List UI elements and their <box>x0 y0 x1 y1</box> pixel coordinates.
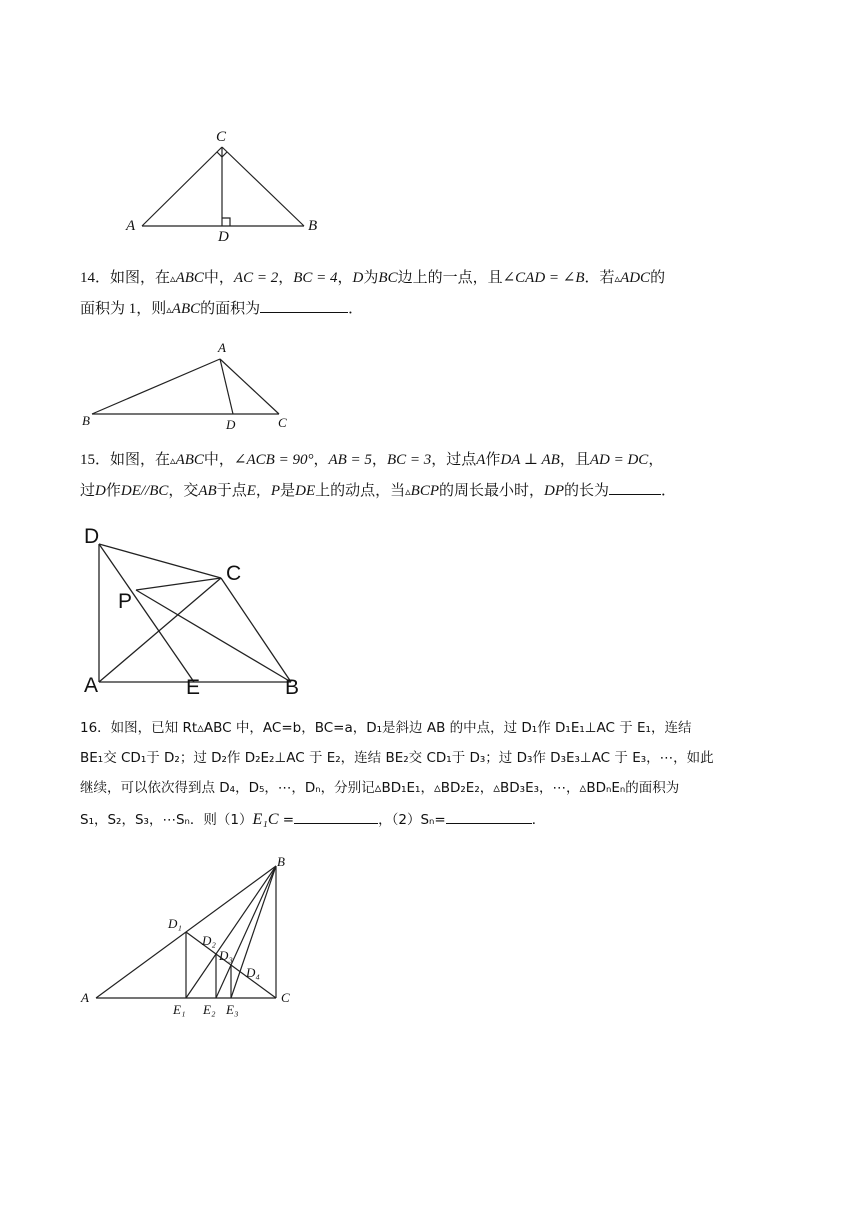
question-14-line-1: 14．如图，在▵ABC中，AC = 2，BC = 4，D为BC边上的一点，且∠CAD = ∠B．若▵ADC的 <box>80 270 666 286</box>
label-b: B <box>82 413 90 428</box>
side-cb <box>222 147 304 226</box>
question-15-line-1: 15．如图，在▵ABC中，∠ACB = 90°，AB = 5，BC = 3，过点A作DA ⊥ AB，且AD = DC， <box>80 452 664 468</box>
question-15 <box>80 445 780 507</box>
segment-ad <box>220 359 233 414</box>
label-a: A <box>126 218 136 234</box>
figure-15-quadrilateral <box>80 520 320 702</box>
label-p: P <box>118 590 133 613</box>
side-ba <box>92 359 220 414</box>
side-ac <box>142 147 222 226</box>
label-c: C <box>216 129 227 145</box>
question-16-line-3: 继续，可以依次得到点 D₄，D₅，⋯，Dₙ，分别记▵BD₁E₁，▵BD₂E₂，▵BD₃E₃，⋯，▵BDₙEₙ的面积为 <box>80 780 680 796</box>
question-16-line-4: S₁，S₂，S₃，⋯Sₙ．则（1）E₁C = ，（2）Sₙ= ． <box>80 803 780 837</box>
label-d3: D₃ <box>219 948 233 963</box>
label-d2: D₂ <box>202 933 216 948</box>
answer-blank-14[interactable] <box>260 294 348 313</box>
label-e: E <box>186 676 201 699</box>
label-c: C <box>281 990 290 1005</box>
label-a: A <box>218 340 226 355</box>
label-a: A <box>84 674 99 697</box>
label-e1: E₁ <box>173 1002 186 1017</box>
label-b: B <box>308 218 318 234</box>
figure-16-triangle-sequence <box>78 855 308 1025</box>
figure-13-svg <box>120 126 330 246</box>
label-d: D <box>84 525 100 548</box>
figure-16-svg <box>78 855 308 1025</box>
segment-cb <box>221 578 291 682</box>
question-14 <box>80 263 780 325</box>
figure-15-svg <box>80 520 320 702</box>
label-d1: D₁ <box>168 916 182 931</box>
right-angle-mark-d <box>222 218 230 226</box>
label-d: D <box>226 417 236 432</box>
label-e2: E₂ <box>203 1002 216 1017</box>
segment-pb <box>136 590 291 682</box>
figure-14-svg <box>78 338 303 434</box>
segment-dc <box>99 544 221 578</box>
answer-blank-15[interactable] <box>609 476 661 495</box>
label-d: D <box>218 229 229 245</box>
label-b: B <box>285 676 300 699</box>
figure-13-triangle <box>120 126 330 246</box>
question-15-line-2: 过D作DE//BC，交AB于点E，P是DE上的动点，当▵BCP的周长最小时，DP的长为 ． <box>80 476 780 507</box>
label-b: B <box>277 854 285 869</box>
answer-blank-16-1[interactable] <box>294 805 378 824</box>
question-16-line-2: BE₁交 CD₁于 D₂；过 D₂作 D₂E₂⊥AC 于 E₂，连结 BE₂交 CD₁于 D₃；过 D₃作 D₃E₃⊥AC 于 E₃，⋯，如此 <box>80 750 714 766</box>
question-14-line-2: 面积为 1，则▵ABC的面积为 ． <box>80 294 780 325</box>
question-16 <box>80 713 780 837</box>
label-c: C <box>226 562 242 585</box>
side-ac <box>220 359 279 414</box>
answer-blank-16-2[interactable] <box>446 805 532 824</box>
label-a: A <box>81 990 89 1005</box>
label-c: C <box>278 415 287 430</box>
figure-14-triangle <box>78 338 303 434</box>
question-16-line-1: 16．如图，已知 Rt▵ABC 中，AC=b，BC=a，D₁是斜边 AB 的中点，过 D₁作 D₁E₁⊥AC 于 E₁，连结 <box>80 720 692 736</box>
label-e3: E₃ <box>226 1002 239 1017</box>
label-d4: D₄ <box>246 965 260 980</box>
